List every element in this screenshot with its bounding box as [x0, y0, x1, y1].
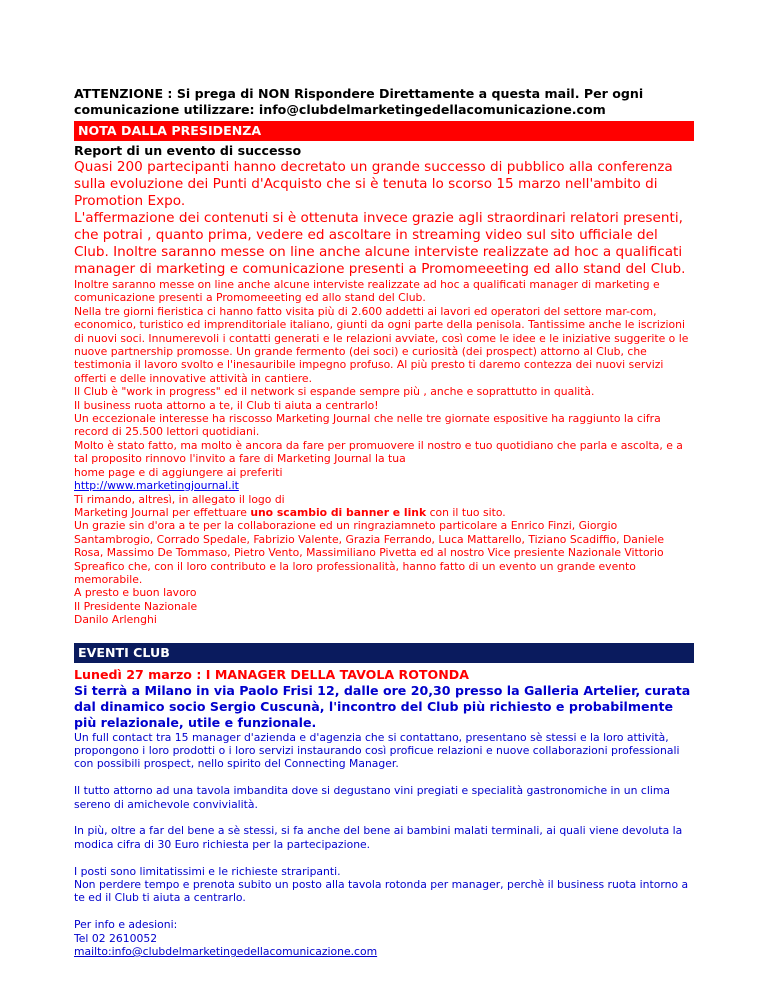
- event-paragraph-2: Il tutto attorno ad una tavola imbandita dove si degustano vini pregiati e specialità gastronomiche in un clima sereno di amichevole convivialità.: [74, 784, 670, 811]
- report-small-7: home page e di aggiungere ai preferiti: [74, 465, 283, 479]
- report-small-3: Il Club è "work in progress" ed il network si espande sempre più , anche e soprattutto in qualità.: [74, 385, 595, 399]
- report-small-10: Un grazie sin d'ora a te per la collaborazione ed un ringraziamneto particolare a Enrico Finzi, Giorgio Santambrogio, Corrado Spedale, Fabrizio Valente, Grazia Ferrando, Luca Mattarello, Tiziano Scadiffio, Daniele Rosa, Massimo De Tommaso, Pietro Vento, Massimiliano Pivetta ed al nostro Vice presiente Nazionale Vittorio Spreafico che, con il loro contributo e la loro professionalità, hanno fatto di un evento un grande evento memorabile.: [74, 519, 665, 586]
- report-small-2: Nella tre giorni fieristica ci hanno fatto visita più di 2.600 addetti ai lavori ed operatori del settore mar-com, economico, turistico ed imprenditoriale italiano, giunti da ogni parte della penisola. Tantissime anche le iscrizioni di nuovi soci. Innumerevoli i contatti generati e le relazioni avviate, così come le idee e le iniziative suggerite o le nuove partnership promosse. Un grande fermento (dei soci) e curiosità (dei prospect) attorno al Club, che testimonia il lavoro svolto e l'inesauribile impegno profuso. Al più presto ti daremo contezza dei nuovi servizi offerti e delle innovative attività in cantiere.: [74, 304, 689, 385]
- event-paragraph-1: Un full contact tra 15 manager d'azienda e d'agenzia che si contattano, presentano sè stessi e la loro attività, propongono i loro prodotti o i loro servizi instaurando così proficue relazioni e nuove collaborazioni professionali con possibili prospect, nello spirito del Connecting Manager.: [74, 730, 680, 771]
- email-content: [74, 86, 694, 958]
- report-small-6: Molto è stato fatto, ma molto è ancora da fare per promuovere il nostro e tuo quotidiano che parla e ascolta, e a tal proposito rinnovo l'invito a fare di Marketing Journal la tua: [74, 438, 683, 466]
- signature-role: Il Presidente Nazionale: [74, 599, 198, 613]
- report-small-1: Inoltre saranno messe on line anche alcune interviste realizzate ad hoc a qualificati manager di marketing e comunicazione presenti a Promomeeeting ed allo stand del Club.: [74, 278, 660, 305]
- event-phone: Tel 02 2610052: [74, 931, 158, 945]
- signature-greeting: A presto e buon lavoro: [74, 586, 197, 600]
- event-subtitle: Si terrà a Milano in via Paolo Frisi 12, dalle ore 20,30 presso la Galleria Artelier, curata dal dinamico socio Sergio Cuscunà, l'incontro del Club più richiesto e probabilmente più relazionale, utile e funzionale.: [74, 682, 691, 730]
- event-mail-link[interactable]: mailto:info@clubdelmarketingedellacomunicazione.com: [74, 945, 378, 958]
- attention-notice: [74, 86, 694, 118]
- marketing-journal-link-line: [74, 479, 694, 492]
- section-header-eventi: EVENTI CLUB: [74, 643, 694, 663]
- report-small-5: Un eccezionale interesse ha riscosso Marketing Journal che nelle tre giornate espositive ha raggiunto la cifra record di 25.500 lettori quotidiani.: [74, 412, 661, 439]
- event-paragraph-4b: Non perdere tempo e prenota subito un posto alla tavola rotonda per manager, perchè il business ruota intorno a te ed il Club ti aiuta a centrarlo.: [74, 877, 689, 905]
- event-mail-line: [74, 945, 694, 958]
- report-title: Report di un evento di successo: [74, 143, 302, 158]
- section-header-presidenza: NOTA DALLA PRESIDENZA: [74, 121, 694, 141]
- event-paragraph-4a: I posti sono limitatissimi e le richieste straripanti.: [74, 864, 341, 878]
- report-small-9: [74, 506, 694, 519]
- marketing-journal-link[interactable]: http://www.marketingjournal.it: [74, 479, 239, 493]
- banner-exchange-bold: uno scambio di banner e link: [250, 505, 427, 519]
- report-paragraph-2: L'affermazione dei contenuti si è ottenuta invece grazie agli straordinari relatori presenti, che potrai , quanto prima, vedere ed ascoltare in streaming video sul sito ufficiale del Club. Inoltre saranno messe on line anche alcune interviste realizzate ad hoc a qualificati manager di marketing e comunicazione presenti a Promomeeeting ed allo stand del Club.: [74, 210, 686, 277]
- banner-exchange-post: con il tuo sito.: [426, 505, 506, 519]
- report-small-8: Ti rimando, altresì, in allegato il logo di: [74, 492, 285, 506]
- attention-line-2: comunicazione utilizzare: info@clubdelmarketingedellacomunicazione.com: [74, 102, 606, 117]
- attention-line-1: ATTENZIONE : Si prega di NON Rispondere Direttamente a questa mail. Per ogni: [74, 86, 644, 101]
- report-paragraph-1: Quasi 200 partecipanti hanno decretato un grande successo di pubblico alla conferenza sulla evoluzione dei Punti d'Acquisto che si è tenuta lo scorso 15 marzo nell'ambito di Promotion Expo.: [74, 159, 673, 209]
- signature-name: Danilo Arlenghi: [74, 613, 157, 627]
- report-small-4: Il business ruota attorno a te, il Club ti aiuta a centrarlo!: [74, 398, 379, 412]
- event-title: Lunedì 27 marzo : I MANAGER DELLA TAVOLA ROTONDA: [74, 666, 469, 682]
- banner-exchange-pre: Marketing Journal per effettuare: [74, 505, 251, 519]
- event-info-label: Per info e adesioni:: [74, 918, 178, 932]
- event-paragraph-3: In più, oltre a far del bene a sè stessi, si fa anche del bene ai bambini malati terminali, ai quali viene devoluta la modica cifra di 30 Euro richiesta per la partecipazione.: [74, 824, 683, 851]
